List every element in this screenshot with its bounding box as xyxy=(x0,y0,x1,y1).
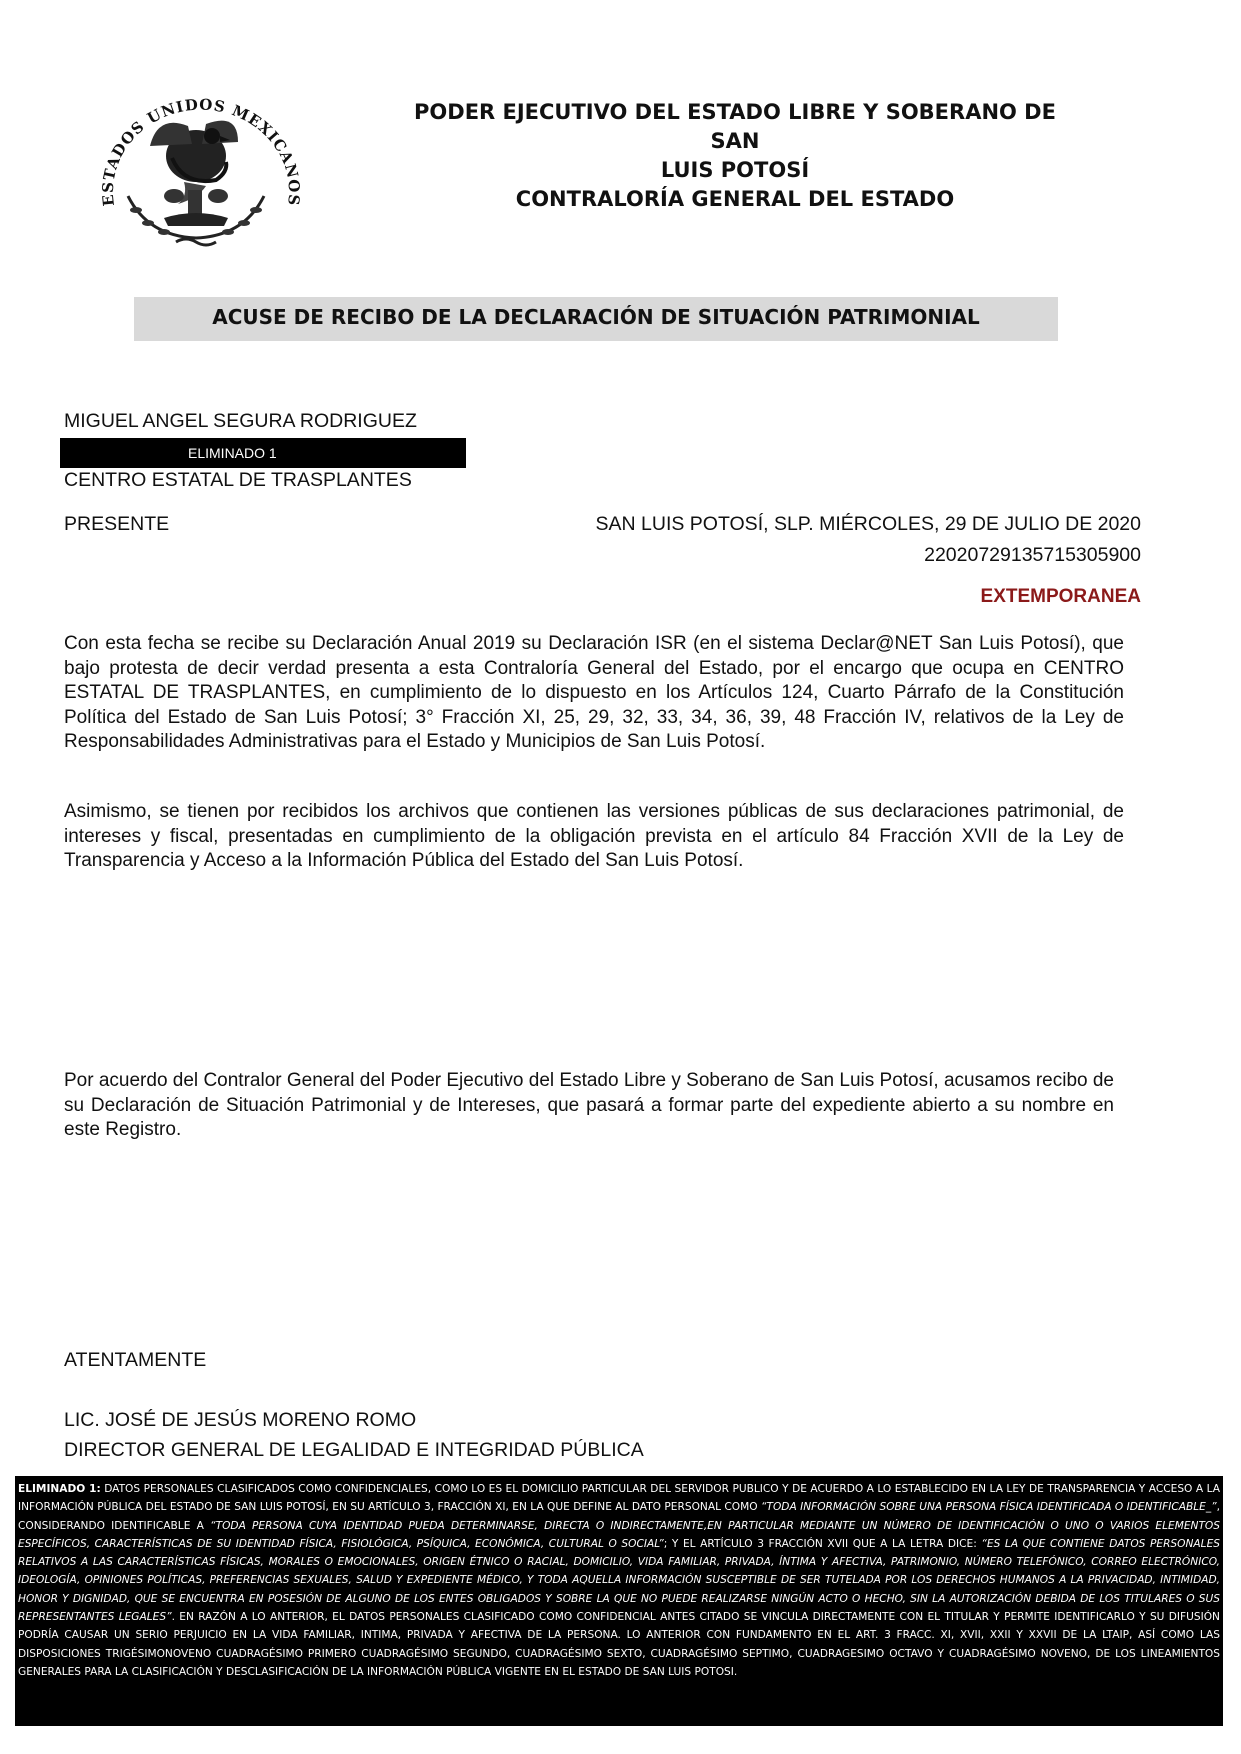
signer-name: LIC. JOSÉ DE JESÚS MORENO ROMO xyxy=(64,1409,417,1431)
folio-number: 22020729135715305900 xyxy=(924,544,1141,566)
footnote-quote-1: “TODA INFORMACIÓN SOBRE UNA PERSONA FÍSICA IDENTIFICADA O IDENTIFICABLE_” xyxy=(760,1501,1217,1514)
document-title: ACUSE DE RECIBO DE LA DECLARACIÓN DE SITUACIÓN PATRIMONIAL xyxy=(212,305,980,329)
body-paragraph-1: Con esta fecha se recibe su Declaración Anual 2019 su Declaración ISR (en el sistema Declar@NET San Luis Potosí), que bajo protesta de decir verdad presenta a esta Contraloría General del Estado, por el encargo que ocupa en CENTRO ESTATAL DE TRASPLANTES, en cumplimiento de lo dispuesto en los Artículos 124, Cuarto Párrafo de la Constitución Política del Estado de San Luis Potosí; 3° Fracción XI, 25, 29, 32, 33, 34, 36, 39, 48 Fracción IV, relativos de la Ley de Responsabilidades Administrativas para el Estado y Municipios de San Luis Potosí. xyxy=(64,633,1124,752)
footnote-quote-2: “TODA PERSONA CUYA IDENTIDAD PUEDA DETERMINARSE, DIRECTA O INDIRECTAMENTE,EN PARTICULAR MEDIANTE UN NÚMERO DE IDENTIFICACIÓN O UNO O VARIOS ELEMENTOS ESPECÍFICOS, CARACTERÍSTICAS DE SU IDENTIDAD FÍSICA, FISIOLÓGICA, PSÍQUICA, ECONÓMICA, CULTURAL O SOCIAL” xyxy=(18,1519,1220,1550)
footnote-text-2: , CONSIDERANDO IDENTIFICABLE A xyxy=(18,1501,1220,1532)
header-line-1: PODER EJECUTIVO DEL ESTADO LIBRE Y SOBERANO DE SAN xyxy=(414,100,1056,153)
recipient-entity: CENTRO ESTATAL DE TRASPLANTES xyxy=(64,469,412,491)
body-paragraph-3: Por acuerdo del Contralor General del Poder Ejecutivo del Estado Libre y Soberano de San Luis Potosí, acusamos recibo de su Declaración de Situación Patrimonial y de Intereses, que pasará a formar parte del expediente abierto a su nombre en este Registro. xyxy=(64,1070,1114,1140)
signer-position: DIRECTOR GENERAL DE LEGALIDAD E INTEGRIDAD PÚBLICA xyxy=(64,1439,644,1461)
status-badge: EXTEMPORANEA xyxy=(980,586,1141,607)
redaction-footnote xyxy=(15,1476,1223,1726)
date-place: SAN LUIS POTOSÍ, SLP. MIÉRCOLES, 29 DE JULIO DE 2020 xyxy=(595,513,1141,535)
footnote-label: ELIMINADO 1: xyxy=(18,1483,101,1495)
coat-of-arms-seal-icon xyxy=(88,86,310,256)
redaction-box xyxy=(60,438,466,468)
seal-text: ESTADOS UNIDOS MEXICANOS xyxy=(98,95,304,208)
footnote-text-3: ; Y EL ARTÍCULO 3 FRACCIÓN XVII QUE A LA LETRA DICE: xyxy=(663,1537,982,1550)
header-office: CONTRALORÍA GENERAL DEL ESTADO xyxy=(515,187,955,211)
redaction-label: ELIMINADO 1 xyxy=(188,445,277,461)
footnote-text-4: . EN RAZÓN A LO ANTERIOR, EL DATOS PERSONALES CLASIFICADO COMO CONFIDENCIAL ANTES CITADO SE VINCULA DIRECTAMENTE CON EL TITULAR Y PERMITE IDENTIFICARLO Y SU DIFUSIÓN PODRÍA CAUSAR UN SERIO PERJUICIO EN LA VIDA FAMILIAR, INTIMA, PRIVADA Y AFECTIVA DE LA PERSONA. LO ANTERIOR CON FUNDAMENTO EN EL ART. 3 FRACC. XI, XVII, XXII Y XXVII DE LA LTAIP, ASÍ COMO LAS DISPOSICIONES TRIGÉSIMONOVENO CUADRAGÉSIMO PRIMERO CUADRAGÉSIMO SEGUNDO, CUADRAGÉSIMO SEXTO, CUADRAGÉSIMO SEPTIMO, CUADRAGESIMO OCTAVO Y CUADRAGÉSIMO NOVENO, DE LOS LINEAMIENTOS GENERALES PARA LA CLASIFICACIÓN Y DESCLASIFICACIÓN DE LA INFORMACIÓN PÚBLICA VIGENTE EN EL ESTADO DE SAN LUIS POTOSI. xyxy=(18,1611,1220,1678)
recipient-name: MIGUEL ANGEL SEGURA RODRIGUEZ xyxy=(64,410,417,432)
body-paragraph-2: Asimismo, se tienen por recibidos los archivos que contienen las versiones públicas de sus declaraciones patrimonial, de intereses y fiscal, presentadas en cumplimiento de la obligación prevista en el artículo 84 Fracción XVII de la Ley de Transparencia y Acceso a la Información Pública del Estado del San Luis Potosí. xyxy=(64,801,1124,871)
header-institution xyxy=(390,98,1080,185)
closing-text: ATENTAMENTE xyxy=(64,1349,207,1371)
presente-label: PRESENTE xyxy=(64,513,170,535)
footnote-quote-3: “ES LA QUE CONTIENE DATOS PERSONALES RELATIVOS A LAS CARACTERÍSTICAS FÍSICAS, MORALES O EMOCIONALES, ORIGEN ÉTNICO O RACIAL, DOMICILIO, VIDA FAMILIAR, PRIVADA, ÍNTIMA Y AFECTIVA, PATRIMONIO, NÚMERO TELEFÓNICO, CORREO ELECTRÓNICO, IDEOLOGÍA, OPINIONES POLÍTICAS, PREFERENCIAS SEXUALES, SALUD Y EXPEDIENTE MÉDICO, Y TODA AQUELLA INFORMACIÓN SUSCEPTIBLE DE SER TUTELADA POR LOS DERECHOS HUMANOS A LA PRIVACIDAD, INTIMIDAD, HONOR Y DIGNIDAD, QUE SE ENCUENTRA EN POSESIÓN DE ALGUNO DE LOS ENTES OBLIGADOS Y SOBRE LA QUE NO PUEDE REALIZARSE NINGÚN ACTO O HECHO, SIN LA AUTORIZACIÓN DEBIDA DE LOS TITULARES O SUS REPRESENTANTES LEGALES” xyxy=(18,1537,1220,1624)
footnote-text-1: DATOS PERSONALES CLASIFICADOS COMO CONFIDENCIALES, COMO LO ES EL DOMICILIO PARTICULAR DEL SERVIDOR PUBLICO Y DE ACUERDO A LO ESTABLECIDO EN LA LEY DE TRANSPARENCIA Y ACCESO A LA INFORMACIÓN PÚBLICA DEL ESTADO DE SAN LUIS POTOSÍ, EN SU ARTÍCULO 3, FRACCIÓN XI, EN LA QUE DEFINE AL DATO PERSONAL COMO xyxy=(18,1483,1220,1514)
header-line-2: LUIS POTOSÍ xyxy=(660,158,810,182)
